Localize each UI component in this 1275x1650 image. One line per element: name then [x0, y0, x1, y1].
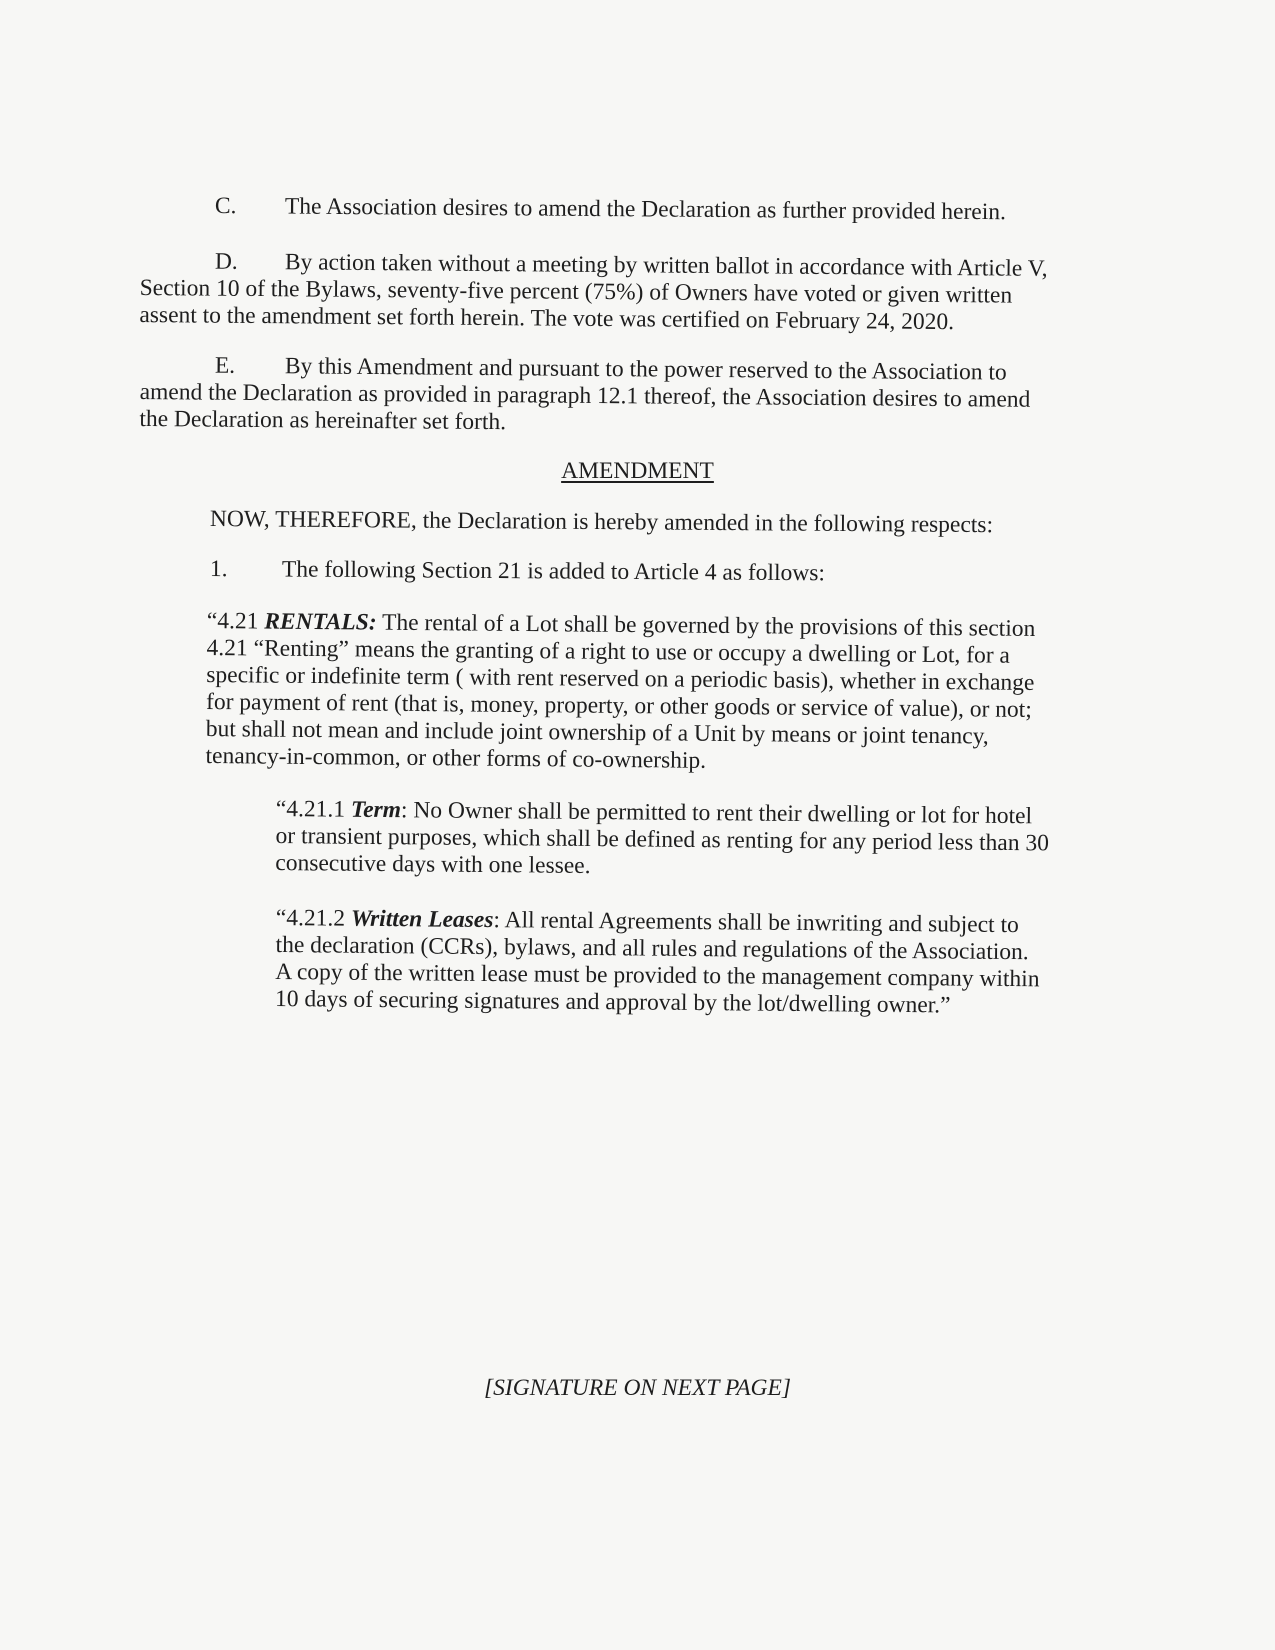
paragraph-d	[139, 248, 1047, 337]
section-4-21-number: “4.21	[206, 608, 265, 635]
paragraph-e	[139, 352, 1030, 441]
section-4-21-1-line3: consecutive days with one lessee.	[275, 849, 591, 880]
section-4-21-1	[275, 796, 1049, 884]
section-4-21-1-title: Term	[350, 796, 402, 824]
section-4-21-line5: but shall not mean and include joint ownership of a Unit by means or joint tenancy,	[205, 715, 989, 750]
section-4-21-2-line1: : All rental Agreements shall be inwriting and subject to	[493, 907, 1019, 939]
paragraph-d-line2: Section 10 of the Bylaws, seventy-five percent (75%) of Owners have voted or given written	[139, 274, 1013, 309]
section-4-21-2-number: “4.21.2	[275, 905, 352, 932]
section-4-21-2-line2: the declaration (CCRs), bylaws, and all rules and regulations of the Association.	[275, 931, 1029, 966]
section-4-21-line1: The rental of a Lot shall be governed by the provisions of this section	[376, 609, 1036, 642]
paragraph-d-line1: By action taken without a meeting by written ballot in accordance with Article V,	[284, 249, 1048, 282]
section-4-21-1-number: “4.21.1	[275, 796, 352, 823]
section-4-21-line3: specific or indefinite term ( with rent reserved on a periodic basis), whether in exchange	[206, 661, 1035, 696]
amendment-heading: AMENDMENT	[561, 458, 714, 484]
section-4-21-line4: for payment of rent (that is, money, property, or other goods or service of value), or not;	[205, 688, 1032, 723]
paragraph-e-line3: the Declaration as hereinafter set forth.	[139, 405, 507, 436]
paragraph-c	[215, 193, 1006, 226]
amendment-item-1-text: The following Section 21 is added to Article 4 as follows:	[281, 556, 826, 587]
paragraph-d-label: D.	[214, 248, 238, 275]
paragraph-c-label: C.	[214, 193, 237, 220]
paragraph-e-label: E.	[214, 352, 236, 379]
section-4-21-line2: 4.21 “Renting” means the granting of a right to use or occupy a dwelling or Lot, for a	[206, 634, 1011, 669]
amendment-item-1	[210, 556, 825, 587]
paragraph-e-line1: By this Amendment and pursuant to the power reserved to the Association to	[284, 353, 1007, 386]
paragraph-c-text: The Association desires to amend the Declaration as further provided herein.	[284, 193, 1007, 226]
paragraph-e-line2: amend the Declaration as provided in paragraph 12.1 thereof, the Association desires to amend	[139, 378, 1031, 413]
signature-note: [SIGNATURE ON NEXT PAGE]	[483, 1375, 792, 1401]
section-4-21-1-line2: or transient purposes, which shall be defined as renting for any period less than 30	[275, 822, 1050, 857]
section-4-21-1-line1: : No Owner shall be permitted to rent their dwelling or lot for hotel	[400, 797, 1033, 830]
section-4-21-2-line4: 10 days of securing signatures and approval by the lot/dwelling owner.”	[274, 985, 951, 1019]
amendment-item-1-label: 1.	[209, 556, 228, 583]
section-4-21-2-line3: A copy of the written lease must be provided to the management company within	[275, 958, 1040, 993]
section-4-21-2	[275, 905, 1040, 1020]
paragraph-d-line3: assent to the amendment set forth herein. The vote was certified on February 24, 2020.	[139, 301, 955, 336]
section-4-21-title: RENTALS:	[264, 608, 377, 636]
section-4-21-2-title: Written Leases	[350, 905, 494, 934]
amendment-intro: NOW, THEREFORE, the Declaration is hereby amended in the following respects:	[209, 506, 994, 539]
section-4-21-line6: tenancy-in-common, or other forms of co-ownership.	[205, 742, 707, 774]
section-4-21	[205, 608, 1035, 778]
